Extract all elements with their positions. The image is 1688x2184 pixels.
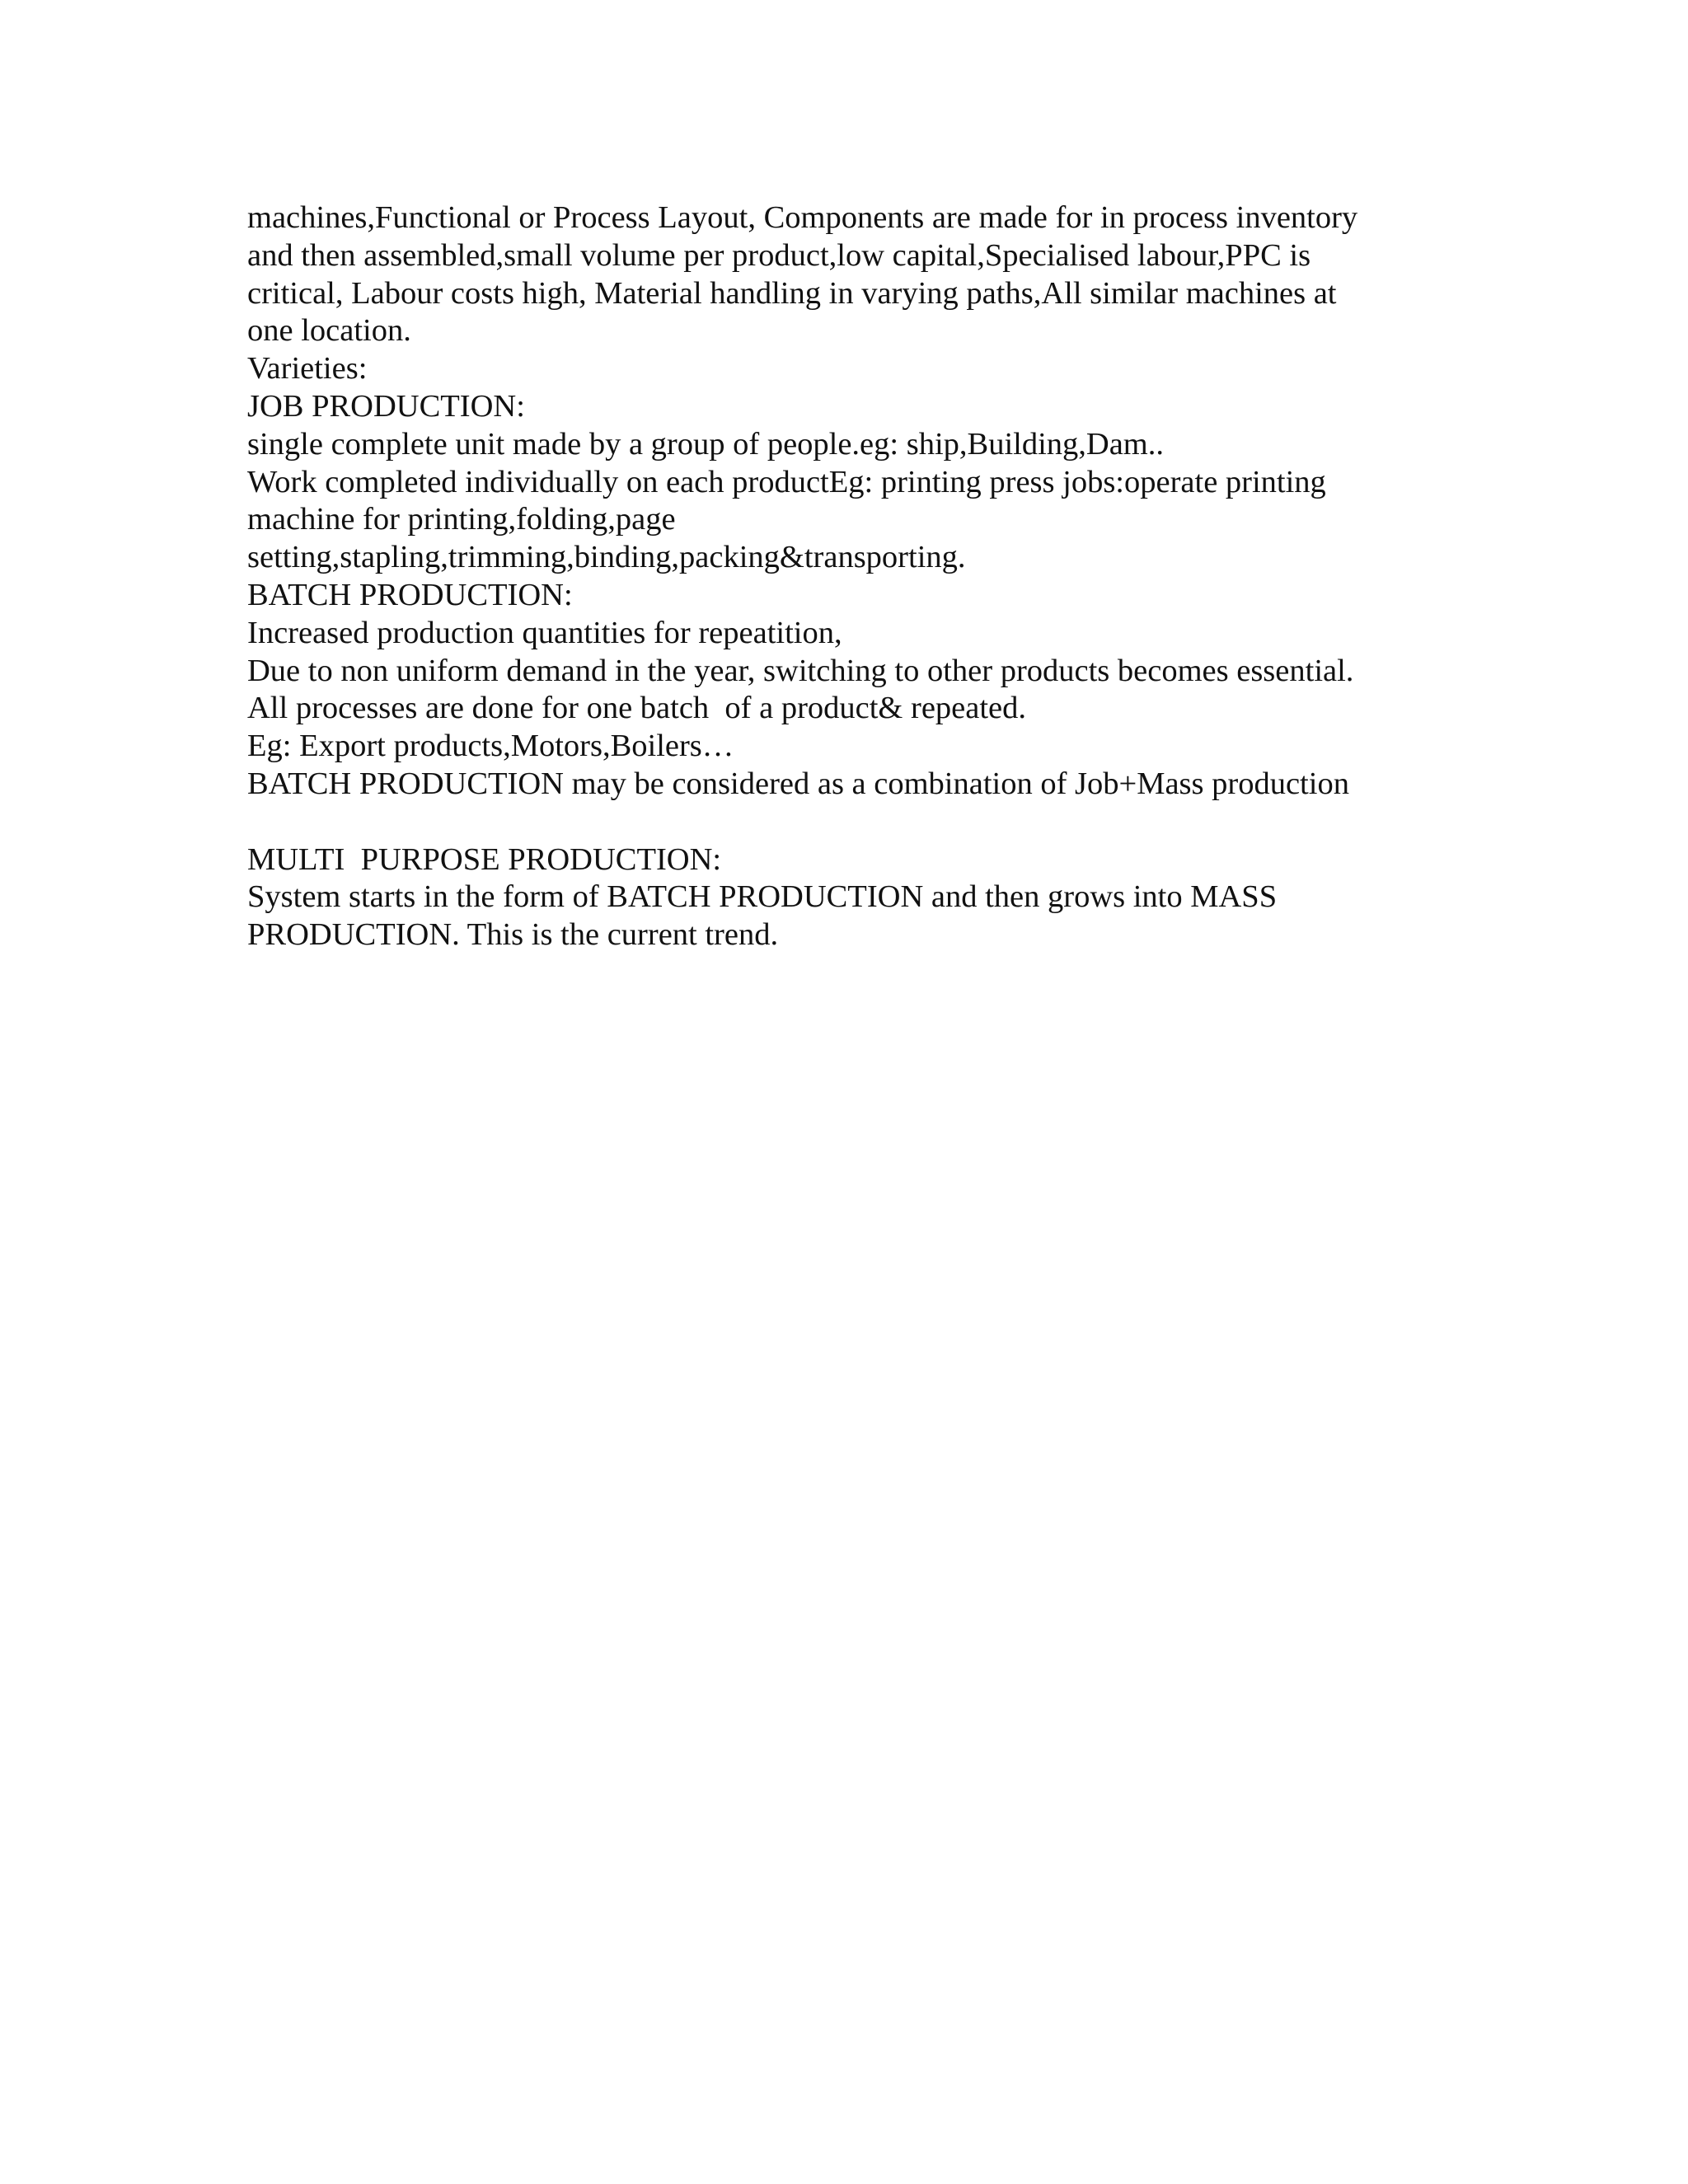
text-line: machine for printing,folding,page — [247, 502, 676, 537]
text-line: System starts in the form of BATCH PRODUCTION and then grows into MASS — [247, 879, 1278, 915]
text-line: Eg: Export products,Motors,Boilers… — [247, 729, 734, 764]
text-line: machines,Functional or Process Layout, Components are made for in process inventory — [247, 200, 1358, 235]
text-line: critical, Labour costs high, Material handling in varying paths,All similar machines at — [247, 275, 1337, 311]
text-line: setting,stapling,trimming,binding,packing&transporting. — [247, 540, 966, 575]
text-line: Work completed individually on each productEg: printing press jobs:operate printing — [247, 464, 1326, 499]
heading-job-production: JOB PRODUCTION: — [247, 388, 525, 424]
heading-multi-purpose-production: MULTI PURPOSE PRODUCTION: — [247, 841, 722, 877]
document-body — [247, 199, 1451, 954]
section-label-varieties: Varieties: — [247, 351, 368, 387]
text-line: and then assembled,small volume per product,low capital,Specialised labour,PPC is — [247, 237, 1311, 273]
text-line: Increased production quantities for repeatition, — [247, 615, 842, 650]
blank-line — [247, 804, 1451, 841]
text-line: Due to non uniform demand in the year, switching to other products becomes essential. — [247, 653, 1354, 688]
text-line: one location. — [247, 313, 411, 349]
heading-batch-production: BATCH PRODUCTION: — [247, 577, 573, 612]
text-line: All processes are done for one batch of a product& repeated. — [247, 691, 1026, 726]
text-line: BATCH PRODUCTION may be considered as a combination of Job+Mass production — [247, 766, 1349, 801]
text-line: single complete unit made by a group of people.eg: ship,Building,Dam.. — [247, 426, 1165, 462]
text-line: PRODUCTION. This is the current trend. — [247, 917, 779, 953]
